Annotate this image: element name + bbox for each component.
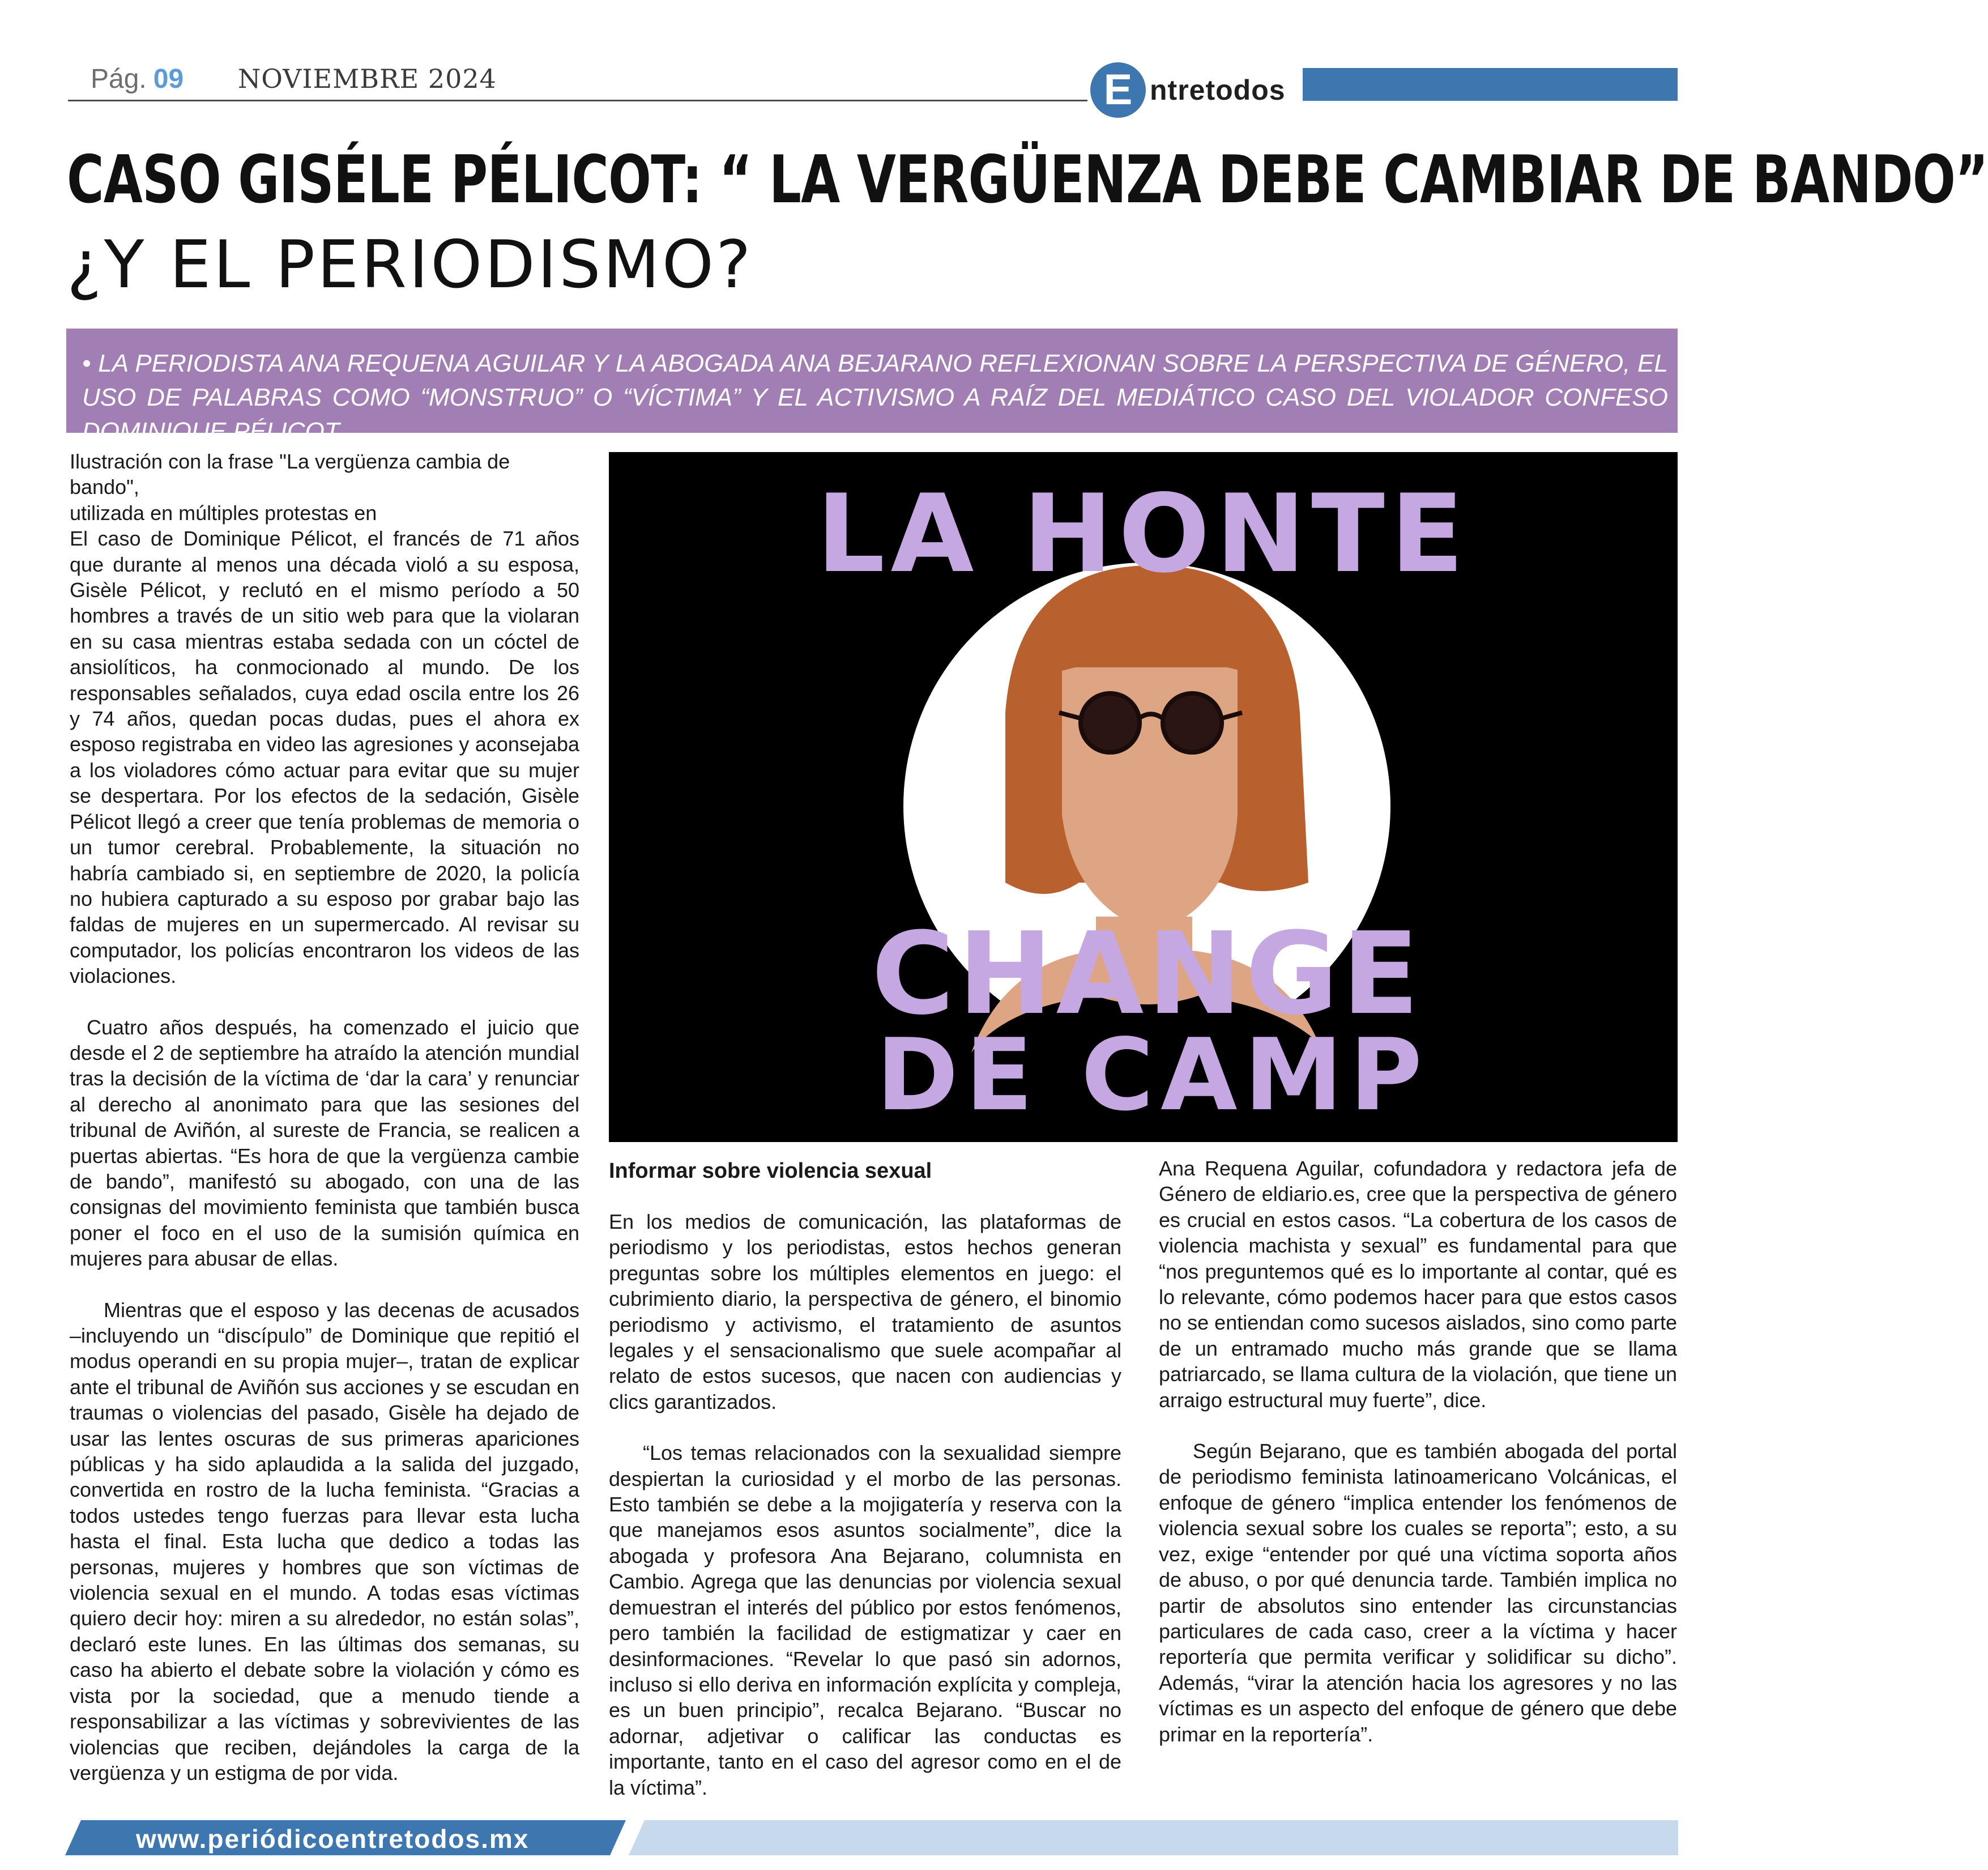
paragraph: Cuatro años después, ha comenzado el juicio que desde el 2 de septiembre ha atraído la atención mundial tras la decisión de la víctima de ‘dar la cara’ y renunciar al derecho al anonimato para que las sesiones del tribunal de Aviñón, al sureste de Francia, se realicen a puertas abiertas. “Es hora de que la vergüenza cambie de bando”, manifestó su abogado, con una de las consignas del movimiento feminista que también busca poner el foco en el uso de la sumisión química en mujeres para abusar de ellas. bbox=[70, 1015, 579, 1271]
logo-wordmark: ntretodos bbox=[1150, 74, 1286, 106]
logo-circle-letter: E bbox=[1090, 62, 1146, 118]
illustration-poster bbox=[609, 452, 1678, 1142]
paragraph: El caso de Dominique Pélicot, el francés de 71 años que durante al menos una década violó a su esposa, Gisèle Pélicot, y reclutó en el mismo período a 50 hombres a través de un sitio web para que la violaran en su casa mientras estaba sedada con un cóctel de ansiolíticos, ha conmocionado al mundo. De los responsables señalados, cuya edad oscila entre los 26 y 74 años, quedan pocas dudas, pues el ahora ex esposo registraba en video las agresiones y aconsejaba a los violadores cómo actuar para evitar que su mujer se despertara. Por los efectos de la sedación, Gisèle Pélicot llegó a creer que tenía problemas de memoria o un tumor cerebral. Probablemente, la situación no habría cambiado si, en septiembre de 2020, la policía no hubiera capturado a su esposo por grabar bajo las faldas de mujeres en un supermercado. Al revisar su computador, los policías encontraron los videos de las violaciones. bbox=[70, 527, 579, 988]
paragraph: Ana Requena Aguilar, cofundadora y redactora jefa de Género de eldiario.es, cree que la perspectiva de género es crucial en estos casos. “La cobertura de los casos de violencia machista y sexual” es fundamental para que “nos preguntemos qué es lo importante al contar, qué es lo relevante, cómo podemos hacer para que estos casos no se entiendan como sucesos aislados, sino como parte de un entramado mucho más grande que se llama patriarcado, se llama cultura de la violación, que tiene un arraigo estructural muy fuerte”, dice. bbox=[1159, 1157, 1677, 1412]
column-1 bbox=[70, 449, 579, 1786]
page-label bbox=[91, 63, 184, 95]
page-label-text: Pág. bbox=[91, 64, 147, 94]
footer-light-band bbox=[629, 1820, 1678, 1855]
image-caption-line-2: utilizada en múltiples protestas en bbox=[70, 501, 377, 525]
headline: CASO GISÉLE PÉLICOT: “ LA VERGÜENZA DEBE CAMBIAR DE BANDO” bbox=[67, 142, 1988, 218]
poster-text-line-3: DE CAMP bbox=[876, 1018, 1430, 1133]
image-caption-line-1: Ilustración con la frase "La vergüenza cambia de bando", bbox=[70, 450, 510, 499]
poster-text-line-1: LA HONTE bbox=[816, 471, 1470, 597]
page-number: 09 bbox=[153, 64, 184, 94]
subtitle-text: • LA PERIODISTA ANA REQUENA AGUILAR Y LA ABOGADA ANA BEJARANO REFLEXIONAN SOBRE LA PERSPECTIVA DE GÉNERO, EL USO DE PALABRAS COMO “MONSTRUO” O “VÍCTIMA” Y EL ACTIVISMO A RAÍZ DEL MEDIÁTICO CASO DEL VIOLADOR CONFESO DOMINIQUE PÉLICOT. bbox=[82, 350, 1668, 445]
header-rule bbox=[68, 100, 1087, 101]
header-accent-bar bbox=[1303, 68, 1678, 101]
poster-text-line-2: CHANGE bbox=[871, 908, 1423, 1040]
paragraph: Mientras que el esposo y las decenas de acusados –incluyendo un “discípulo” de Dominique que repitió el modus operandi en su propia mujer–, tratan de explicar ante el tribunal de Aviñón sus acciones y se escudan en traumas o violencias del pasado, Gisèle ha dejado de usar las lentes oscuras de sus primeras apariciones públicas y ha sido aplaudida a la salida del juzgado, convertida en rostro de la lucha feminista. “Gracias a todos ustedes tengo fuerzas para llevar esta lucha hasta el final. Esta lucha que dedico a todas las personas, mujeres y hombres que son víctimas de violencia sexual en el mundo. A todas esas víctimas quiero decir hoy: miren a su alrededor, no están solas”, declaró este lunes. En las últimas dos semanas, su caso ha abierto el debate sobre la violación y cómo es vista por la sociedad, que a menudo tiende a responsabilizar a las víctimas y sobrevivientes de las violencias que reciben, dejándoles la carga de la vergüenza y un estigma de por vida. bbox=[70, 1298, 579, 1784]
paragraph: Según Bejarano, que es también abogada del portal de periodismo feminista latinoamericano Volcánicas, el enfoque de género “implica entender los fenómenos de violencia sexual sobre los cuales se reporta”; esto, a su vez, exige “entender por qué una víctima soporta años de abuso, o por qué denuncia tarde. También implica no partir de absolutos sino entender las circunstancias particulares de cada caso, creer a la víctima y hacer reportería que permita verificar y solidificar su dicho”. Además, “virar la atención hacia los agresores y no las víctimas es un aspecto del enfoque de género que debe primar en la reportería”. bbox=[1159, 1439, 1677, 1746]
column-2 bbox=[609, 1209, 1121, 1800]
poster-art bbox=[609, 452, 1678, 1142]
footer-url-link[interactable]: www.periódicoentretodos.mx bbox=[136, 1824, 530, 1854]
paragraph: En los medios de comunicación, las plataformas de periodismo y los periodistas, estos hechos generan preguntas sobre los múltiples elementos en juego: el cubrimiento diario, la perspectiva de género, el binomio periodismo y activismo, el tratamiento de asuntos legales y el sensacionalismo que suele acompañar al relato de estos sucesos, que nacen con audiencias y clics garantizados. bbox=[609, 1210, 1121, 1413]
section-heading: Informar sobre violencia sexual bbox=[609, 1159, 932, 1183]
paragraph: “Los temas relacionados con la sexualidad siempre despiertan la curiosidad y el morbo de las personas. Esto también se debe a la mojigatería y reserva con la que manejamos esos asuntos socialmente”, dice la abogada y profesora Ana Bejarano, columnista en Cambio. Agrega que las denuncias por violencia sexual demuestran el interés del público por estos fenómenos, pero también la facilidad de estigmatizar y caer en desinformaciones. “Revelar lo que pasó sin adornos, incluso si ello deriva en información explícita y compleja, es un buen principio”, recalca Bejarano. “Buscar no adornar, adjetivar o calificar las conductas es importante, tanto en el caso del agresor como en el de la víctima”. bbox=[609, 1441, 1121, 1799]
column-3 bbox=[1159, 1156, 1677, 1747]
issue-date: NOVIEMBRE 2024 bbox=[238, 63, 497, 94]
headline-question: ¿Y EL PERIODISMO? bbox=[67, 227, 753, 303]
